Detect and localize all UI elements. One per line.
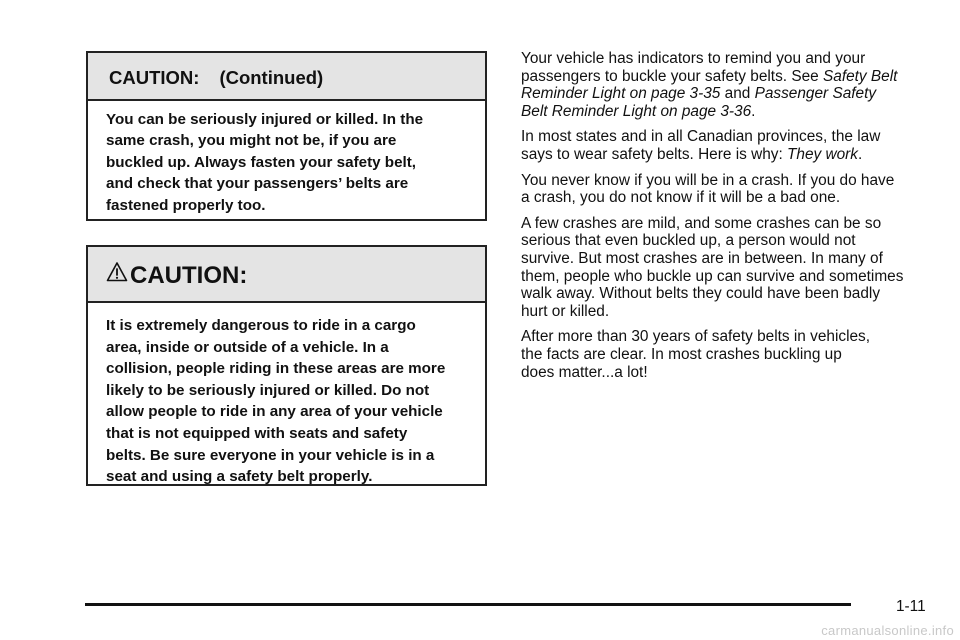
caution-continued-line: fastened properly too. bbox=[106, 196, 266, 214]
paragraph-reminder bbox=[521, 50, 931, 120]
paragraph-crash bbox=[521, 172, 931, 207]
text-line bbox=[521, 146, 931, 164]
caution-continued-body bbox=[88, 101, 485, 216]
caution-cargo-line: allow people to ride in any area of your vehicle bbox=[106, 403, 443, 421]
caution-title: CAUTION: bbox=[130, 262, 248, 289]
caution-label: CAUTION: bbox=[109, 67, 200, 88]
caution-cargo-header bbox=[88, 247, 485, 303]
paragraph-severity bbox=[521, 215, 931, 321]
emphasis-text: They work bbox=[787, 145, 859, 163]
page-number: 1-11 bbox=[896, 598, 926, 615]
text-line: After more than 30 years of safety belts in vehicles, bbox=[521, 328, 871, 346]
body-text-column bbox=[521, 50, 931, 389]
caution-cargo-line: collision, people riding in these areas are more bbox=[106, 360, 446, 378]
text-line: In most states and in all Canadian provinces, the law bbox=[521, 128, 881, 146]
passenger-reminder-link[interactable]: Passenger Safety bbox=[754, 85, 877, 103]
caution-cargo-line: It is extremely dangerous to ride in a cargo bbox=[106, 317, 416, 334]
text-segment: . bbox=[858, 145, 863, 163]
caution-continued-line: same crash, you might not be, if you are bbox=[106, 132, 397, 150]
text-line: walk away. Without belts they could have been badly bbox=[521, 285, 881, 303]
safety-belt-reminder-link[interactable]: Safety Belt bbox=[823, 67, 898, 85]
caution-continued-line: buckled up. Always fasten your safety belt, bbox=[106, 153, 417, 171]
text-line: a crash, you do not know if it will be a bad one. bbox=[521, 189, 841, 207]
text-line: the facts are clear. In most crashes buckling up bbox=[521, 345, 842, 363]
text-line: does matter...a lot! bbox=[521, 363, 648, 381]
passenger-reminder-link[interactable]: Belt Reminder Light on page 3-36 bbox=[521, 102, 752, 120]
text-line bbox=[521, 103, 931, 121]
caution-cargo-line: seat and using a safety belt properly. bbox=[106, 468, 373, 486]
safety-belt-reminder-link[interactable]: Reminder Light on page 3-35 bbox=[521, 85, 721, 103]
footer-rule bbox=[85, 603, 851, 606]
watermark: carmanualsonline.info bbox=[821, 623, 954, 638]
text-line: Your vehicle has indicators to remind you and your bbox=[521, 50, 866, 67]
caution-continued-line: and check that your passengers’ belts are bbox=[106, 175, 409, 193]
continued-label: (Continued) bbox=[219, 67, 324, 88]
text-line bbox=[521, 68, 931, 86]
paragraph-law bbox=[521, 128, 931, 163]
caution-continued-header bbox=[88, 53, 485, 101]
text-line: them, people who buckle up can survive and sometimes bbox=[521, 267, 904, 285]
caution-cargo-line: area, inside or outside of a vehicle. In a bbox=[106, 338, 389, 356]
text-line: serious that even buckled up, a person would not bbox=[521, 232, 856, 250]
text-line: survive. But most crashes are in between. In many of bbox=[521, 249, 883, 267]
text-segment: passengers to buckle your safety belts. See bbox=[521, 67, 823, 85]
text-line bbox=[521, 85, 931, 103]
caution-cargo-body bbox=[88, 303, 485, 488]
caution-cargo-line: likely to be seriously injured or killed. Do not bbox=[106, 381, 430, 399]
text-line: hurt or killed. bbox=[521, 302, 610, 320]
caution-continued-line: You can be seriously injured or killed. In the bbox=[106, 111, 424, 128]
caution-continued-box bbox=[86, 51, 487, 221]
text-segment: says to wear safety belts. Here is why: bbox=[521, 145, 788, 163]
text-line: You never know if you will be in a crash. If you do have bbox=[521, 171, 895, 189]
caution-cargo-line: belts. Be sure everyone in your vehicle is in a bbox=[106, 446, 435, 464]
text-segment: . bbox=[751, 102, 756, 120]
warning-triangle-icon bbox=[106, 261, 128, 283]
caution-cargo-line: that is not equipped with seats and safety bbox=[106, 424, 408, 442]
caution-cargo-box bbox=[86, 245, 487, 486]
text-line: A few crashes are mild, and some crashes can be so bbox=[521, 214, 882, 232]
text-segment: and bbox=[720, 85, 755, 103]
paragraph-conclusion bbox=[521, 328, 931, 381]
